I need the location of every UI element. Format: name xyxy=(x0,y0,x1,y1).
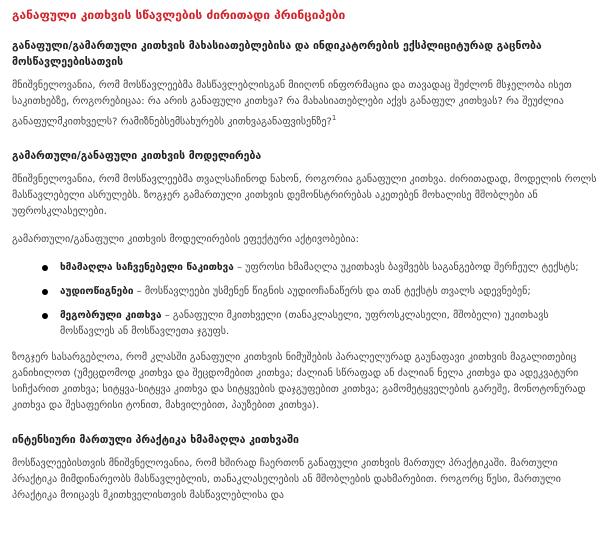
paragraph-text: მნიშვნელოვანია, რომ მოსწავლეებმა მასწავლებლისგან მიიღონ ინფორმაცია და თავადაც შეძლონ მსჯელობა ისეთ საკითხებზე, როგორებიცაა: რა არის განაფული კითხვა? რა მახასიათებლები აქვს განაფულ კითხვას? რა შეუძლია განაფულმკითხველს? რამიზნებსემსახურებს კითხვაგანაფვისენზე? xyxy=(12,80,572,128)
list-item xyxy=(60,260,602,276)
list-item xyxy=(60,284,602,300)
bullet-term: აუდიოწიგნები xyxy=(60,286,134,298)
bullet-text: – უფროსი ხმამაღლა უკითხავს ბავშვებს საგანგებოდ შერჩეულ ტექსტს; xyxy=(233,262,579,274)
section-paragraph-3: მოსწავლეებისთვის მნიშვნელოვანია, რომ ხშირად ჩაერთონ განაფული კითხვის მართულ პრაქტიკაში. მართული პრაქტიკა მიმდინარეობს მასწავლებლის, თანაკლასელების ან მშობლების დახმარებით. როგორც წესი, მართული პრაქტიკა მოიცავს მკითხველისთვის მასწავლებლისა და xyxy=(12,458,561,502)
activities-list xyxy=(12,260,602,340)
bullet-icon xyxy=(42,313,48,319)
section-heading-3: ინტენსიური მართული პრაქტიკა ხმამაღლა კითხვაში xyxy=(12,434,299,447)
section-paragraph-1 xyxy=(12,78,602,130)
bullet-term: მეგობრული კითხვა xyxy=(60,310,162,322)
bullet-term: ხმამაღლა საჩვენებელი წაკითხვა xyxy=(60,262,234,274)
section-paragraph-2: მნიშვნელოვანია, რომ მოსწავლეებმა თვალსაჩინოდ ნახონ, როგორია განაფული კითხვა. ძირითადად, მოდელის როლს მასწავლებელი ასრულებს. ზოგჯერ გამართული კითხვის დემონსტრირებას აკეთებენ მოხალისე მშობლები ან უფროსკლასელები. xyxy=(12,174,597,218)
page-title: განაფული კითხვის სწავლების ძირითადი პრინციპები xyxy=(12,8,346,22)
section-heading-1: განაფული/გამართული კითხვის მახასიათებლებისა და ინდიკატორების ექსპლიციტურად გაცნობა მოსწავლეებისათვის xyxy=(12,40,542,68)
bullet-text: – განაფული მკითხველი (თანაკლასელი, უფროსკლასელი, მშობელი) უკითხავს მოსწავლეს ან მოსწავლეთა ჯგუფს. xyxy=(60,310,549,338)
bullet-icon xyxy=(42,289,48,295)
footnote-marker[interactable]: 1 xyxy=(331,114,337,122)
bullet-icon xyxy=(42,265,48,271)
section-closing-paragraph: ზოგჯერ სასარგებლოა, რომ კლასში განაფული კითხვის ნიმუშების პარალელურად გაუნაფავი კითხვის მაგალითებიც განიხილოთ (უმეცდომოდ კითხვა და შეცდომებით კითხვა; ძალიან სწრაფად ან ძალიან ნელა კითხვა და ადეკვატური სიჩქარით კითხვა; სიტყვა-სიტყვა კითხვა და სიტყვების დაჯგუფებით კითხვა; გამომეტყველების გარეშე, მონოტონურად კითხვა და შესაფერისი ტონით, მახვილებით, პაუზებით კითხვა). xyxy=(12,352,586,412)
section-heading-2: გამართული/განაფული კითხვის მოდელირება xyxy=(12,150,262,163)
document-page xyxy=(0,8,602,540)
activities-intro: გამართული/განაფული კითხვის მოდელირების ეფექტური აქტივობებია: xyxy=(12,234,359,246)
list-item xyxy=(60,308,602,340)
bullet-text: – მოსწავლეები უსმენენ წიგნის აუდიოჩანაწერს და თან ტექსტს თვალს ადევნებენ; xyxy=(133,286,531,298)
